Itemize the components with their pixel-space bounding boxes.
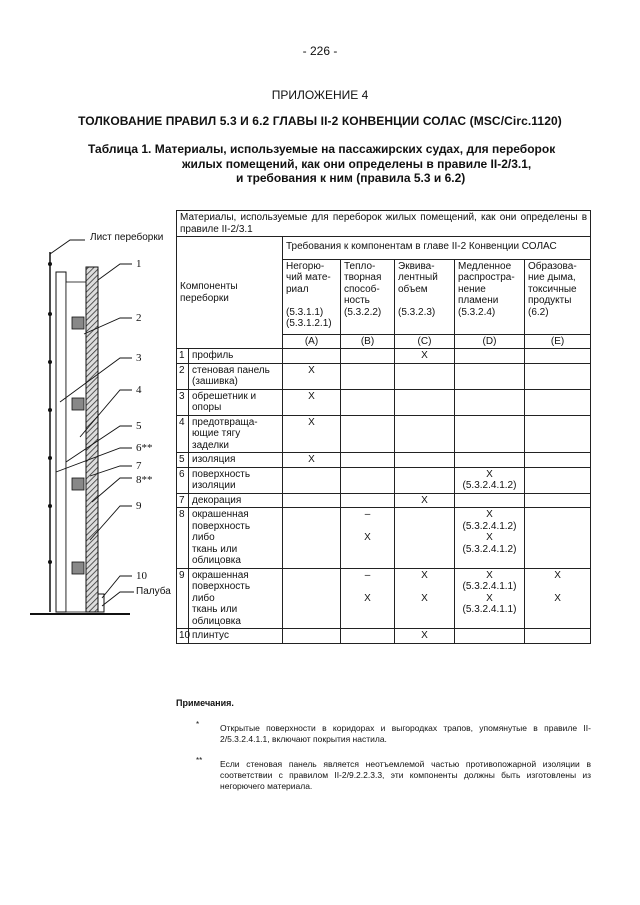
requirement-cell-c [395, 467, 455, 493]
component-name-line: облицовка [192, 615, 241, 627]
diagram-label-7: 7 [136, 460, 142, 472]
row-number: 1 [177, 349, 189, 364]
component-name-line: поверхность [192, 520, 251, 532]
table-row [177, 363, 591, 389]
requirement-cell-e [525, 389, 591, 415]
column-header-line: Эквива- [398, 260, 435, 272]
notes-section [176, 698, 591, 806]
column-header-line: Негорю- [286, 260, 325, 272]
diagram-label-10: 10 [136, 570, 147, 582]
requirement-cell-d: X (5.3.2.4.1.1) X (5.3.2.4.1.1) [455, 568, 525, 629]
column-header-line: (6.2) [528, 306, 549, 318]
table-row [177, 568, 591, 629]
component-name [189, 629, 283, 644]
requirement-cell-b [341, 629, 395, 644]
label-deck: Палуба [136, 586, 171, 597]
requirement-cell-c [395, 453, 455, 468]
requirement-cell-d [455, 629, 525, 644]
column-letter: (A) [283, 334, 341, 349]
diagram-label-8: 8** [136, 474, 153, 486]
column-header-line: распростра- [458, 272, 515, 283]
requirement-cell-b [341, 493, 395, 508]
notes-heading: Примечания. [176, 698, 234, 708]
component-name-line: окрашенная [192, 509, 249, 520]
column-letter: (B) [341, 334, 395, 349]
requirement-cell-e [525, 629, 591, 644]
wall-panel-hatched [86, 267, 98, 612]
component-name-line: предотвраща- [192, 416, 258, 428]
table-row [177, 453, 591, 468]
requirement-cell-b: – X [341, 568, 395, 629]
column-header [341, 259, 395, 334]
components-header: Компоненты переборки [177, 237, 283, 349]
row-number: 10 [177, 629, 189, 644]
column-header-line [286, 295, 337, 307]
column-header [395, 259, 455, 334]
column-header [455, 259, 525, 334]
diagram-label-3: 3 [136, 352, 142, 364]
column-header-line: творная [344, 272, 382, 283]
column-header-line: ность [344, 295, 370, 306]
caption-line-3: и требования к ним (правила 5.3 и 6.2) [236, 171, 466, 185]
component-name-line: стеновая панель [192, 364, 270, 376]
requirement-cell-d [455, 453, 525, 468]
requirement-cell-c: X X [395, 568, 455, 629]
requirement-cell-c [395, 389, 455, 415]
component-name-line: (зашивка) [192, 376, 238, 387]
requirement-cell-c: X [395, 493, 455, 508]
requirement-cell-c [395, 415, 455, 453]
component-name-line: либо [192, 592, 215, 604]
requirement-cell-d [455, 389, 525, 415]
row-number: 8 [177, 508, 189, 569]
requirement-cell-d [455, 349, 525, 364]
component-name [189, 467, 283, 493]
requirement-cell-b: – X [341, 508, 395, 569]
requirement-cell-a: X [283, 453, 341, 468]
component-name-line: ющие тягу [192, 428, 241, 439]
component-name-line: декорация [192, 494, 242, 506]
requirements-header: Требования к компонентам в главе II-2 Конвенции СОЛАС [283, 237, 591, 260]
component-name [189, 508, 283, 569]
component-name-line: изоляции [192, 480, 236, 491]
column-header-line: пламени [458, 295, 499, 306]
column-header-line: (5.3.2.3) [398, 306, 436, 318]
column-header-line: нение [458, 283, 486, 295]
diagram-label-5: 5 [136, 420, 142, 432]
row-number: 5 [177, 453, 189, 468]
component-name-line: поверхность [192, 581, 251, 592]
table-row [177, 508, 591, 569]
insulation-layer [56, 272, 66, 612]
column-header-line: токсичные [528, 283, 577, 295]
table-row [177, 493, 591, 508]
component-name-line: облицовка [192, 555, 241, 566]
requirement-cell-d [455, 363, 525, 389]
document-title: ТОЛКОВАНИЕ ПРАВИЛ 5.3 И 6.2 ГЛАВЫ II-2 КОНВЕНЦИИ СОЛАС (MSC/Circ.1120) [78, 114, 562, 128]
diagram-label-6: 6** [136, 442, 153, 454]
requirement-cell-a [283, 467, 341, 493]
note-text: Открытые поверхности в коридорах и выгородках трапов, упомянутые в правиле II-2/5.3.2.4.1.1, включают покрытия настила. [220, 723, 591, 744]
column-letter: (E) [525, 334, 591, 349]
requirement-cell-e: X X [525, 568, 591, 629]
column-header-line: (5.3.1.2.1) [286, 318, 332, 329]
table-row [177, 349, 591, 364]
requirement-cell-c: X [395, 349, 455, 364]
component-name-line: плинтус [192, 630, 229, 641]
requirement-cell-a [283, 629, 341, 644]
column-header-line: (5.3.2.4) [458, 306, 496, 318]
note-text: Если стеновая панель является неотъемлемой частью противопожарной изоляции в соответствии с правилом II-2/9.2.2.3.3, эти компоненты должны быть изготовлены из негорючего материала. [220, 759, 591, 791]
component-name-line: изоляция [192, 454, 236, 465]
requirement-cell-b [341, 453, 395, 468]
requirement-cell-b [341, 415, 395, 453]
diagram-label-9: 9 [136, 500, 142, 512]
requirement-cell-e [525, 415, 591, 453]
table-caption [0, 142, 640, 186]
column-header-line [398, 295, 451, 307]
column-letter: (C) [395, 334, 455, 349]
requirement-cell-e [525, 349, 591, 364]
component-name-line: заделки [192, 439, 230, 451]
requirement-cell-a [283, 349, 341, 364]
caption-line-1: Таблица 1. Материалы, используемые на пассажирских судах, для переборок [88, 142, 556, 156]
column-header-line: Медленное [458, 260, 512, 272]
requirement-cell-e [525, 363, 591, 389]
component-name [189, 389, 283, 415]
requirement-cell-d: X (5.3.2.4.1.2) [455, 467, 525, 493]
row-number: 7 [177, 493, 189, 508]
requirement-cell-a: X [283, 363, 341, 389]
component-name [189, 349, 283, 364]
note-marker: * [196, 720, 200, 729]
note-2 [176, 756, 591, 792]
requirement-cell-d [455, 415, 525, 453]
column-header-line: способ- [344, 283, 380, 295]
column-header-line: продукты [528, 295, 572, 306]
diagram-label-1: 1 [136, 258, 142, 270]
column-header-line: ние дыма, [528, 272, 576, 283]
requirement-cell-b [341, 467, 395, 493]
component-name-line: обрешетник и [192, 390, 257, 402]
column-header-line: Образова- [528, 260, 577, 272]
requirement-cell-a [283, 493, 341, 508]
requirement-cell-a: X [283, 389, 341, 415]
component-name [189, 568, 283, 629]
column-header-line: объем [398, 283, 428, 295]
note-marker: ** [196, 756, 203, 765]
requirement-cell-c [395, 508, 455, 569]
column-header-line: чий мате- [286, 272, 331, 283]
diagram-label-2: 2 [136, 312, 142, 324]
requirement-cell-b [341, 349, 395, 364]
column-header-line: лентный [398, 272, 438, 283]
requirement-cell-c [395, 363, 455, 389]
column-header [525, 259, 591, 334]
requirement-cell-b [341, 389, 395, 415]
requirement-cell-d [455, 493, 525, 508]
diagram-label-4: 4 [136, 384, 142, 396]
requirement-cell-b [341, 363, 395, 389]
component-name-line: профиль [192, 350, 234, 361]
column-header-line: (5.3.2.2) [344, 306, 382, 318]
appendix-heading: ПРИЛОЖЕНИЕ 4 [271, 88, 369, 102]
requirement-cell-c: X [395, 629, 455, 644]
row-number: 2 [177, 363, 189, 389]
requirement-cell-d: X (5.3.2.4.1.2) X (5.3.2.4.1.2) [455, 508, 525, 569]
column-header-line: (5.3.1.1) [286, 306, 324, 318]
table-row [177, 629, 591, 644]
component-name-line: окрашенная [192, 569, 249, 581]
table-row [177, 389, 591, 415]
requirement-cell-e [525, 493, 591, 508]
requirement-cell-e [525, 467, 591, 493]
component-name-line: поверхность [192, 468, 251, 480]
label-bulkhead-sheet: Лист переборки [90, 232, 164, 243]
note-1 [176, 720, 591, 745]
table-header-top: Материалы, используемые для переборок жилых помещений, как они определены в правиле II-2/3.1 [177, 211, 591, 237]
requirement-cell-a [283, 568, 341, 629]
bulkhead-diagram [20, 222, 180, 622]
row-number: 9 [177, 568, 189, 629]
table-row [177, 467, 591, 493]
column-header [283, 259, 341, 334]
row-number: 6 [177, 467, 189, 493]
component-name [189, 453, 283, 468]
requirement-cell-e [525, 508, 591, 569]
component-name [189, 363, 283, 389]
table-row [177, 415, 591, 453]
column-header-line: Тепло- [344, 260, 376, 272]
materials-table [176, 210, 591, 644]
component-name-line: либо [192, 532, 215, 543]
requirement-cell-a [283, 508, 341, 569]
row-number: 4 [177, 415, 189, 453]
caption-line-2: жилых помещений, как они определены в правиле II-2/3.1, [182, 156, 532, 171]
column-header-line: риал [286, 283, 309, 295]
requirement-cell-a: X [283, 415, 341, 453]
row-number: 3 [177, 389, 189, 415]
requirement-cell-e [525, 453, 591, 468]
page-number: - 226 - [302, 44, 338, 58]
column-letter: (D) [455, 334, 525, 349]
component-name [189, 415, 283, 453]
component-name-line: ткань или [192, 543, 238, 555]
component-name-line: опоры [192, 402, 222, 413]
component-name [189, 493, 283, 508]
component-name-line: ткань или [192, 604, 238, 615]
